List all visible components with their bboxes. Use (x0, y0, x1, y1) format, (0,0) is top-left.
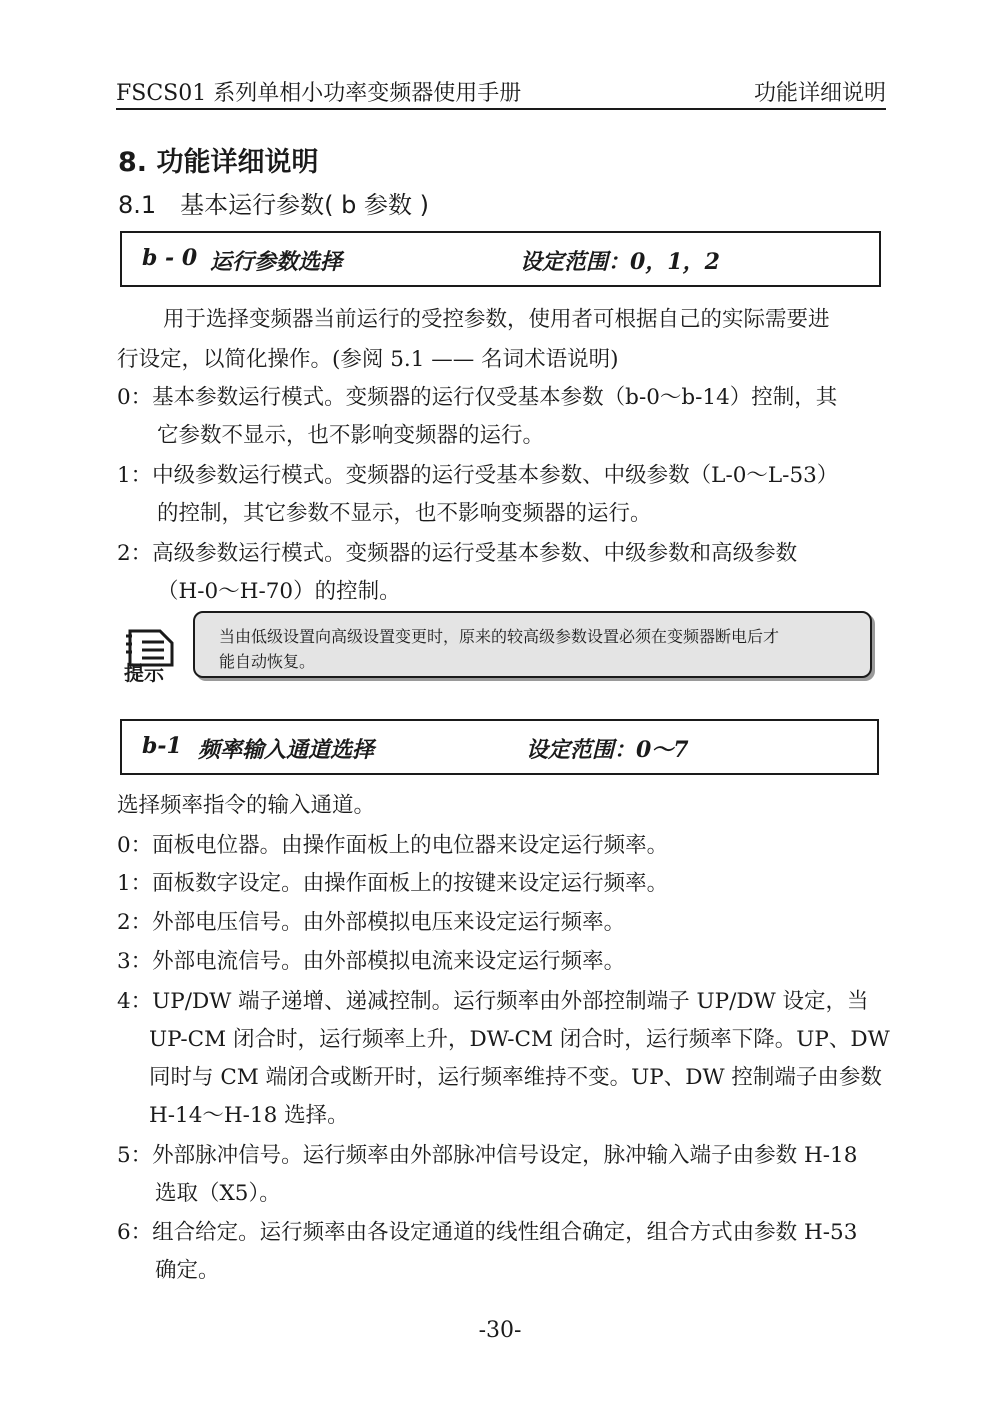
tip-label: 提示 (124, 661, 164, 685)
list-item-cont: UP-CM 闭合时，运行频率上升，DW-CM 闭合时，运行频率下降。UP、DW (149, 1027, 890, 1052)
list-item-cont: 的控制，其它参数不显示，也不影响变频器的运行。 (157, 501, 652, 526)
list-item-cont: 选取（X5）。 (155, 1181, 281, 1206)
param-box-b1 (120, 719, 879, 775)
list-item: 0：基本参数运行模式。变频器的运行仅受基本参数（b-0～b-14）控制，其 (117, 385, 838, 410)
list-item-cont: 确定。 (155, 1258, 220, 1283)
list-item: 6：组合给定。运行频率由各设定通道的线性组合确定，组合方式由参数 H-53 (117, 1220, 858, 1245)
list-item-cont: H-14～H-18 选择。 (149, 1103, 349, 1128)
tip-box (193, 611, 872, 678)
list-item: 0：面板电位器。由操作面板上的电位器来设定运行频率。 (117, 833, 669, 858)
list-item: 4：UP/DW 端子递增、递减控制。运行频率由外部控制端子 UP/DW 设定，当 (117, 989, 869, 1014)
param-range: 设定范围：0～7 (526, 737, 689, 763)
list-item: 1：中级参数运行模式。变频器的运行受基本参数、中级参数（L-0～L-53） (117, 463, 839, 488)
header-chapter-title: 功能详细说明 (753, 81, 886, 106)
list-item: 2：外部电压信号。由外部模拟电压来设定运行频率。 (117, 910, 626, 935)
page-number: -30- (478, 1318, 522, 1343)
list-item-cont: 同时与 CM 端闭合或断开时，运行频率维持不变。UP、DW 控制端子由参数 (149, 1065, 882, 1090)
body-line: 用于选择变频器当前运行的受控参数，使用者可根据自己的实际需要进 (163, 307, 830, 332)
param-box-b0 (120, 231, 881, 287)
param-code: b-1 (142, 733, 182, 759)
param-name: 频率输入通道选择 (198, 737, 375, 763)
list-item: 1：面板数字设定。由操作面板上的按键来设定运行频率。 (117, 871, 669, 896)
list-item: 2：高级参数运行模式。变频器的运行受基本参数、中级参数和高级参数 (117, 541, 798, 566)
header-manual-title: FSCS01 系列单相小功率变频器使用手册 (116, 81, 522, 106)
section-title: 8. 功能详细说明 (118, 147, 319, 178)
body-line: 行设定，以简化操作。(参阅 5.1 —— 名词术语说明) (117, 347, 619, 372)
list-item: 5：外部脉冲信号。运行频率由外部脉冲信号设定，脉冲输入端子由参数 H-18 (117, 1143, 858, 1168)
tip-text: 当由低级设置向高级设置变更时，原来的较高级参数设置必须在变频器断电后才 (219, 627, 780, 646)
param-range: 设定范围：0，1，2 (520, 249, 720, 275)
tip-text: 能自动恢复。 (219, 652, 316, 671)
page-header (116, 72, 886, 110)
list-item-cont: （H-0～H-70）的控制。 (157, 579, 401, 604)
subsection-title: 8.1 基本运行参数( b 参数 ) (118, 191, 430, 219)
list-item: 3：外部电流信号。由外部模拟电流来设定运行频率。 (117, 949, 626, 974)
body-line: 选择频率指令的输入通道。 (117, 793, 376, 818)
param-name: 运行参数选择 (210, 249, 343, 275)
param-code: b - 0 (142, 245, 198, 271)
list-item-cont: 它参数不显示，也不影响变频器的运行。 (157, 423, 545, 448)
